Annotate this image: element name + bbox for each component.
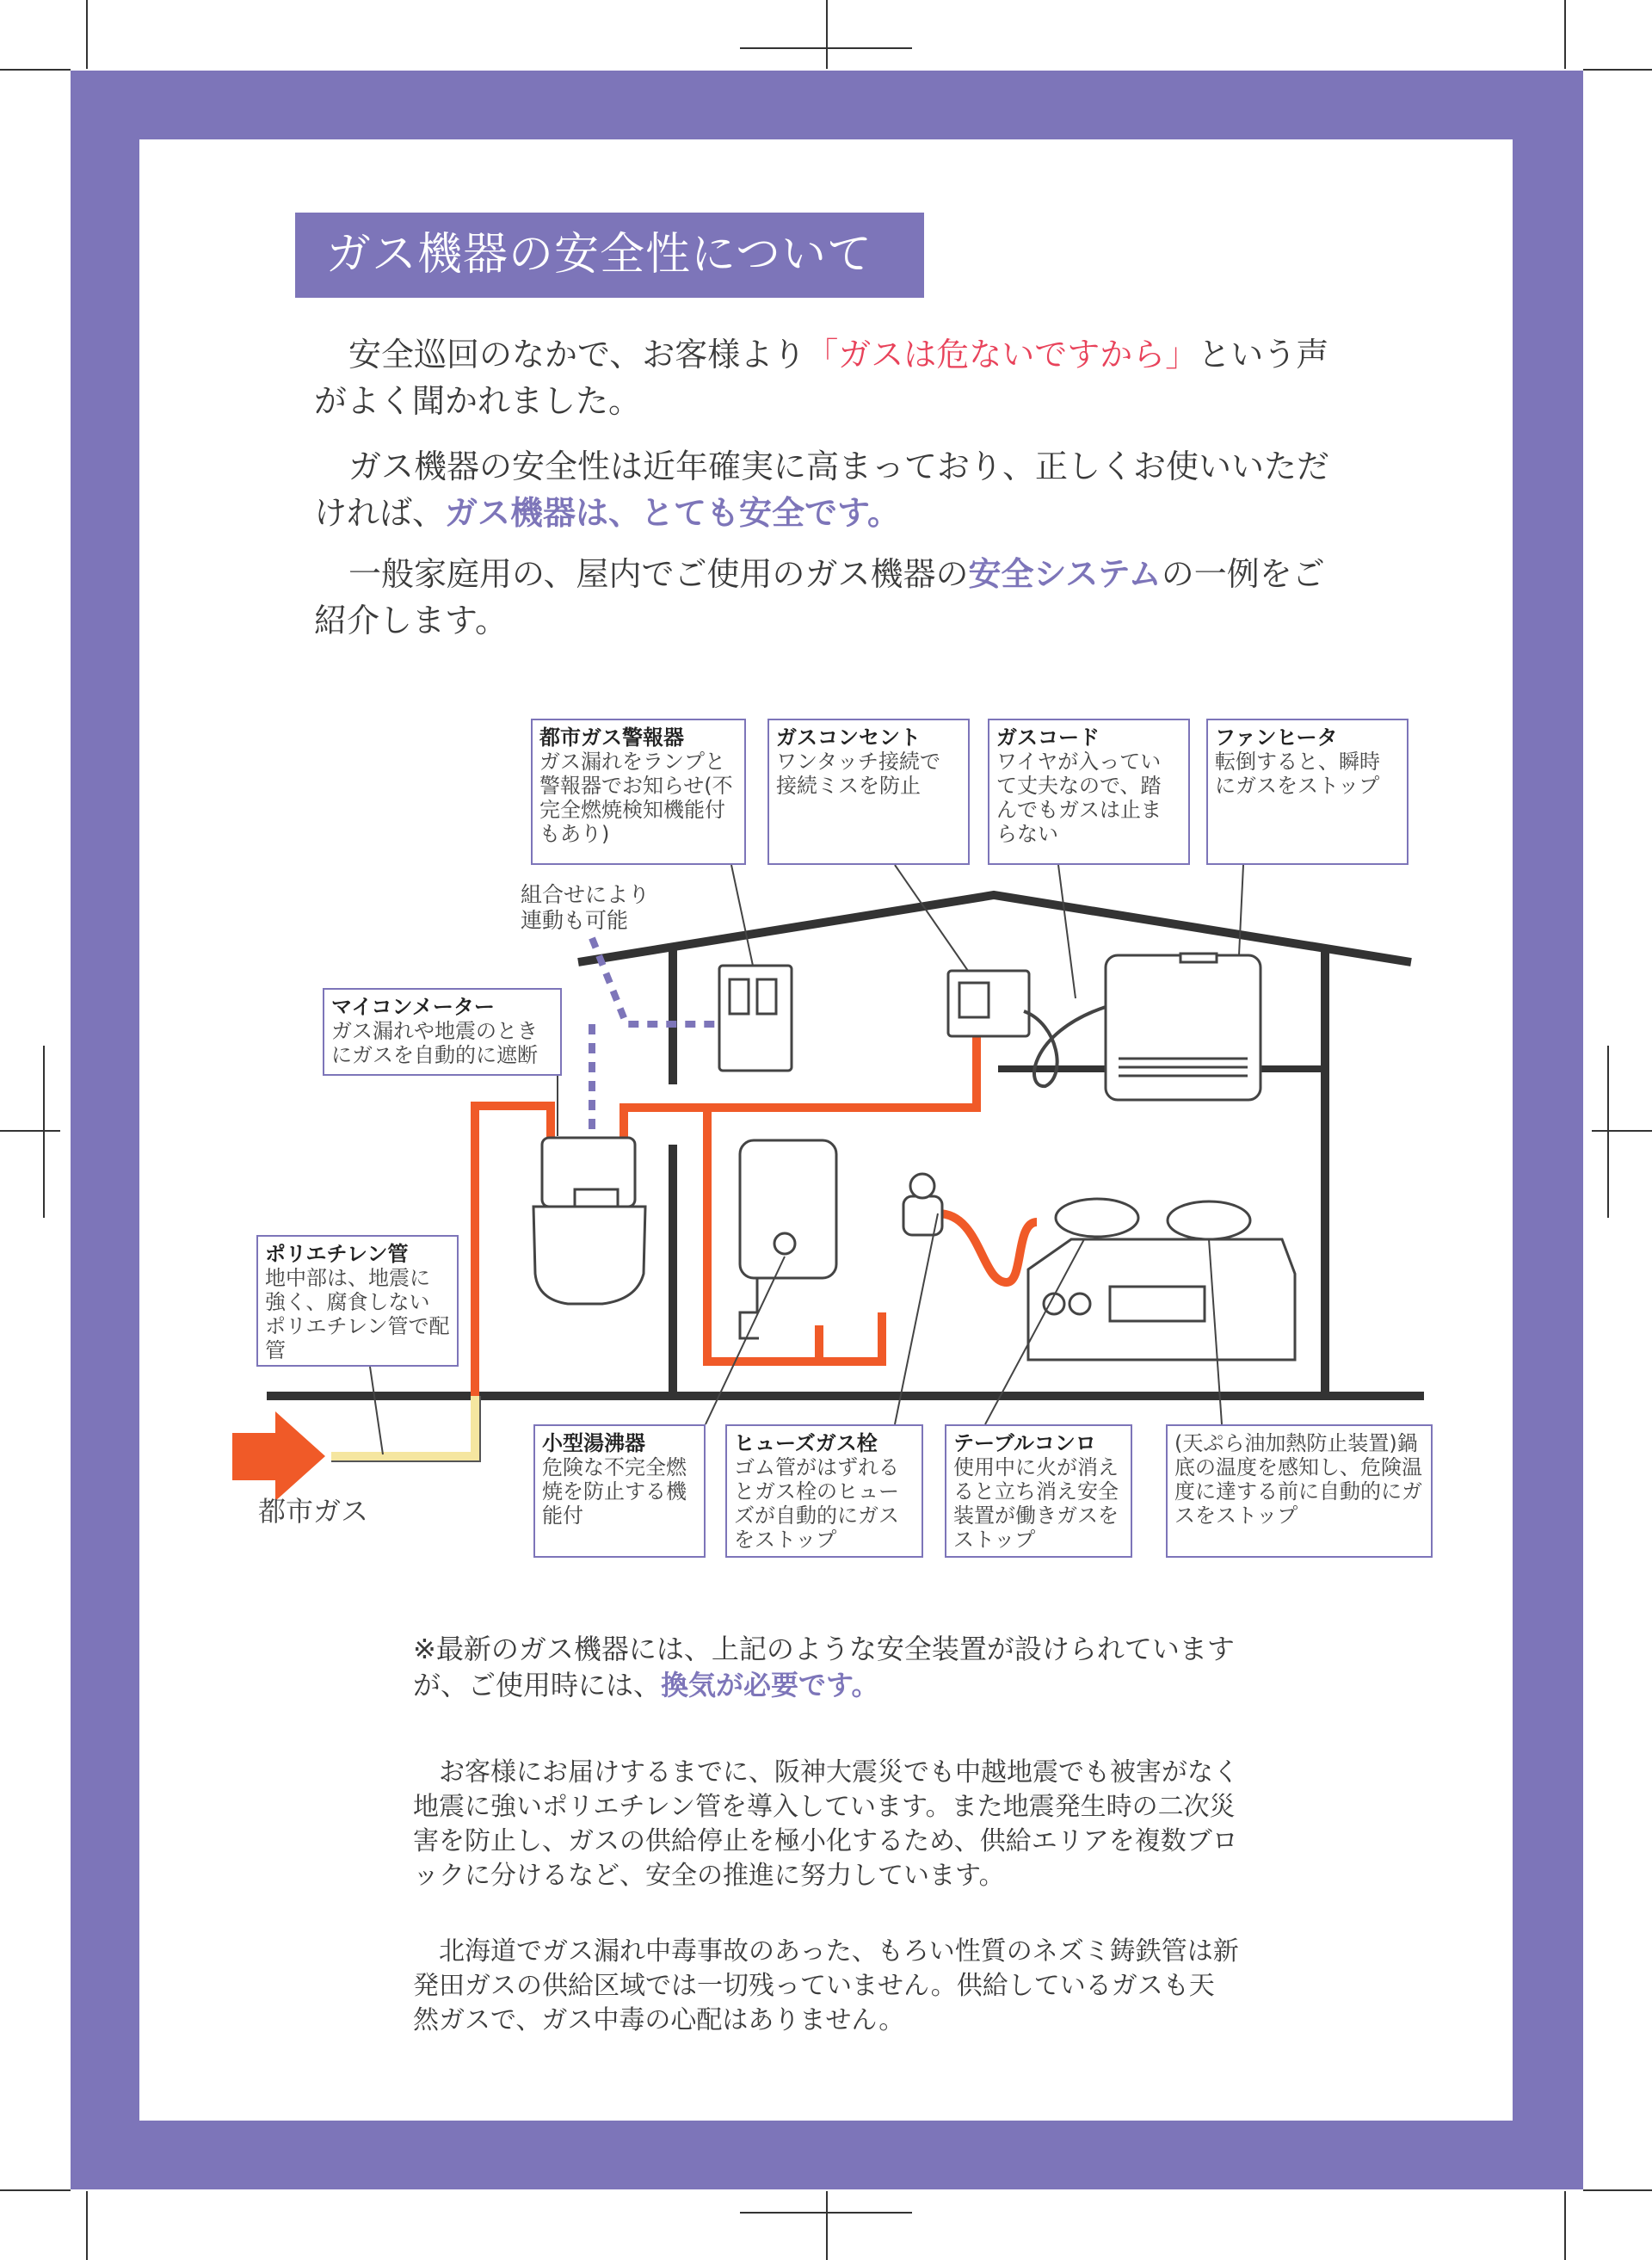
- label-body: ワンタッチ接続で接続ミスを防止: [776, 750, 941, 798]
- label-body: 地中部は、地震に強く、腐食しないポリエチレン管で配管: [265, 1266, 450, 1362]
- label-polyethylene-pipe: [256, 1235, 459, 1367]
- water-heater-drawing: [740, 1140, 836, 1338]
- label-heading: 都市ガス警報器: [539, 726, 684, 750]
- intro-text: ガス機器の安全性は近年確実に高まっており、正しくお使いいただければ、: [314, 448, 1330, 532]
- label-body: 転倒すると、瞬時にガスをストップ: [1215, 750, 1380, 798]
- label-small-water-heater: [533, 1424, 706, 1558]
- gas-alarm-drawing: [719, 966, 792, 1071]
- label-body: ゴム管がはずれるとガス栓のヒューズが自動的にガスをストップ: [734, 1455, 899, 1552]
- polyethylene-pipe: [331, 1396, 475, 1456]
- label-body: 危険な不完全燃焼を防止する機能付: [542, 1455, 687, 1528]
- label-city-gas-alarm: [531, 719, 746, 865]
- highlight-system-text: 安全システム: [968, 555, 1162, 593]
- fuse-gas-tap-drawing: [903, 1174, 942, 1235]
- label-fan-heater: [1206, 719, 1409, 865]
- footer-paragraph-2: [413, 1935, 1239, 2038]
- caution-note: [413, 1631, 1239, 1703]
- gas-meter-drawing: [533, 1138, 645, 1304]
- label-body: (天ぷら油加熱防止装置)鍋底の温度を感知し、危険温度に達する前に自動的にガスをストップ: [1174, 1431, 1422, 1528]
- label-heading: ガスコード: [996, 726, 1100, 750]
- label-body: ガス漏れをランプと警報器でお知らせ(不完全燃焼検知機能付もあり): [539, 750, 733, 846]
- house-roof: [578, 895, 1411, 962]
- footer-paragraph-1: [413, 1756, 1239, 1893]
- label-heading: ヒューズガス栓: [734, 1431, 878, 1455]
- label-heading: マイコンメーター: [331, 995, 495, 1019]
- label-heading: ファンヒータ: [1215, 726, 1338, 750]
- page-title: ガス機器の安全性について: [295, 213, 924, 298]
- label-heading: 小型湯沸器: [542, 1431, 645, 1455]
- caution-text: ※最新のガス機器には、上記のような安全装置が設けられていますが、ご使用時には、: [413, 1633, 1235, 1701]
- intro-text: 一般家庭用の、屋内でご使用のガス機器の: [348, 555, 969, 593]
- table-stove-drawing: [1028, 1199, 1295, 1360]
- gas-cord-drawing: [1024, 1007, 1106, 1086]
- intro-text: 安全巡回のなかで、お客様より: [348, 336, 806, 374]
- polyethylene-pipe-outline: [331, 1396, 480, 1461]
- label-micom-meter: [323, 988, 562, 1076]
- label-heading: ガスコンセント: [776, 726, 921, 750]
- label-body: ガス漏れや地震のときにガスを自動的に遮断: [331, 1019, 538, 1067]
- label-body: ワイヤが入っていて丈夫なので、踏んでもガスは止まらない: [996, 750, 1162, 846]
- label-gas-cord: [988, 719, 1190, 865]
- ventilation-highlight: 換気が必要です。: [661, 1669, 879, 1701]
- intro-text: の一例をご紹介します。: [314, 555, 1325, 639]
- label-heading: ポリエチレン管: [265, 1242, 409, 1266]
- label-gas-outlet: [767, 719, 970, 865]
- label-body: 使用中に火が消えると立ち消え安全装置が働きガスをストップ: [953, 1455, 1119, 1552]
- combo-note: 組合せにより連動も可能: [521, 882, 650, 933]
- label-table-stove: [945, 1424, 1132, 1558]
- label-fuse-gas-tap: [725, 1424, 923, 1558]
- highlight-danger-text: 「ガスは危ないですから」: [805, 336, 1199, 374]
- footer-text: お客様にお届けするまでに、阪神大震災でも中越地震でも被害がなく地震に強いポリエチレン管を導入しています。また地震発生時の二次災害を防止し、ガスの供給停止を極小化するため、供給エリアを複数ブロックに分けるなど、安全の推進に努力しています。: [413, 1757, 1239, 1891]
- gas-inflow-arrow: [232, 1411, 325, 1501]
- fan-heater-drawing: [1106, 954, 1261, 1100]
- gas-outlet-drawing: [948, 971, 1029, 1036]
- label-heading: テーブルコンロ: [953, 1431, 1096, 1455]
- footer-text: 北海道でガス漏れ中毒事故のあった、もろい性質のネズミ鋳鉄管は新発田ガスの供給区域では一切残っていません。供給しているガスも天然ガスで、ガス中毒の心配はありません。: [413, 1936, 1239, 2035]
- intro-text: という声がよく聞かれました。: [314, 336, 1329, 420]
- highlight-safe-text: ガス機器は、とても安全です。: [445, 494, 900, 532]
- city-gas-label: 都市ガス: [258, 1495, 369, 1528]
- label-tempura-protection: [1166, 1424, 1433, 1558]
